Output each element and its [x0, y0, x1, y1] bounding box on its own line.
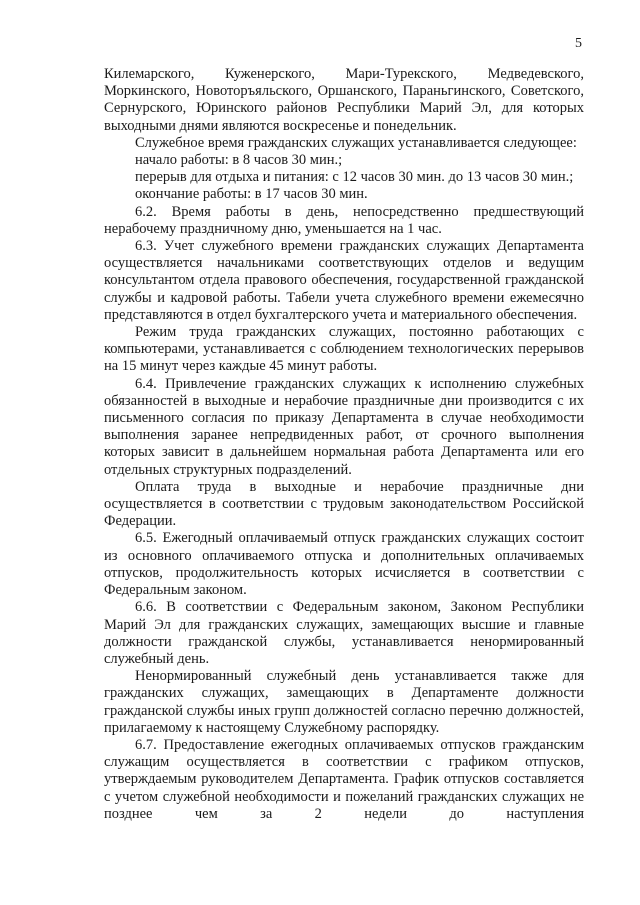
paragraph-irregular-workday: Ненормированный служебный день устанавливается также для гражданских служащих, замещающих в Департаменте должности гражданской службы иных групп должностей согласно перечню должностей, прилагаемому к настоящему Служебному распорядку. — [104, 668, 584, 736]
paragraph-6-7: 6.7. Предоставление ежегодных оплачиваемых отпусков гражданским служащим осуществляется в соответствии с графиком отпусков, утверждаемым руководителем Департамента. График отпусков составляется с учетом служебной необходимости и пожеланий гражданских служащих не позднее чем за 2 недели до наступления — [104, 736, 584, 822]
schedule-end-time: окончание работы: в 17 часов 30 мин. — [135, 186, 368, 203]
paragraph-working-time-intro: Служебное время гражданских служащих устанавливается следующее: — [135, 134, 577, 151]
paragraph-6-6: 6.6. В соответствии с Федеральным законом, Законом Республики Марий Эл для гражданских служащих, замещающих высшие и главные должности гражданской службы, устанавливается ненормированный служебный день. — [104, 599, 584, 667]
paragraph-holiday-pay: Оплата труда в выходные и нерабочие праздничные дни осуществляется в соответствии с трудовым законодательством Российской Федерации. — [104, 478, 584, 530]
paragraph-6-4: 6.4. Привлечение гражданских служащих к исполнению служебных обязанностей в выходные и нерабочие праздничные дни производится с их письменного согласия по приказу Департамента в случае необходимости выполнения заранее непредвиденных работ, от срочного выполнения которых зависит в дальнейшем нормальная работа Департамента или его отдельных структурных подразделений. — [104, 375, 584, 478]
paragraph-6-5: 6.5. Ежегодный оплачиваемый отпуск гражданских служащих состоит из основного оплачиваемого отпуска и дополнительных оплачиваемых отпусков, продолжительность которых исчисляется в соответствии с Федеральным законом. — [104, 530, 584, 599]
paragraph-computer-work-mode: Режим труда гражданских служащих, постоянно работающих с компьютерами, устанавливается с соблюдением технологических перерывов на 15 минут через каждые 45 минут работы. — [104, 324, 584, 375]
schedule-start-time: начало работы: в 8 часов 30 мин.; — [135, 152, 343, 169]
schedule-break-time: перерыв для отдыха и питания: с 12 часов 30 мин. до 13 часов 30 мин.; — [135, 169, 574, 186]
paragraph-district-list: Килемарского, Куженерского, Мари-Турекского, Медведевского, Моркинского, Новоторъяльского, Оршанского, Параньгинского, Советского, Сернурского, Юринского районов Республики Марий Эл, для которых выходными днями являются воскресенье и понедельник. — [104, 66, 584, 134]
page-number: 5 — [575, 36, 582, 51]
document-body — [104, 66, 584, 823]
paragraph-6-2: 6.2. Время работы в день, непосредственно предшествующий нерабочему праздничному дню, уменьшается на 1 час. — [104, 203, 584, 237]
paragraph-6-3: 6.3. Учет служебного времени гражданских служащих Департамента осуществляется начальниками соответствующих отделов и ведущим консультантом отдела правового обеспечения, государственной гражданской службы и кадровой работы. Табели учета служебного времени ежемесячно представляются в отдел бухгалтерского учета и материального обеспечения. — [104, 238, 584, 323]
